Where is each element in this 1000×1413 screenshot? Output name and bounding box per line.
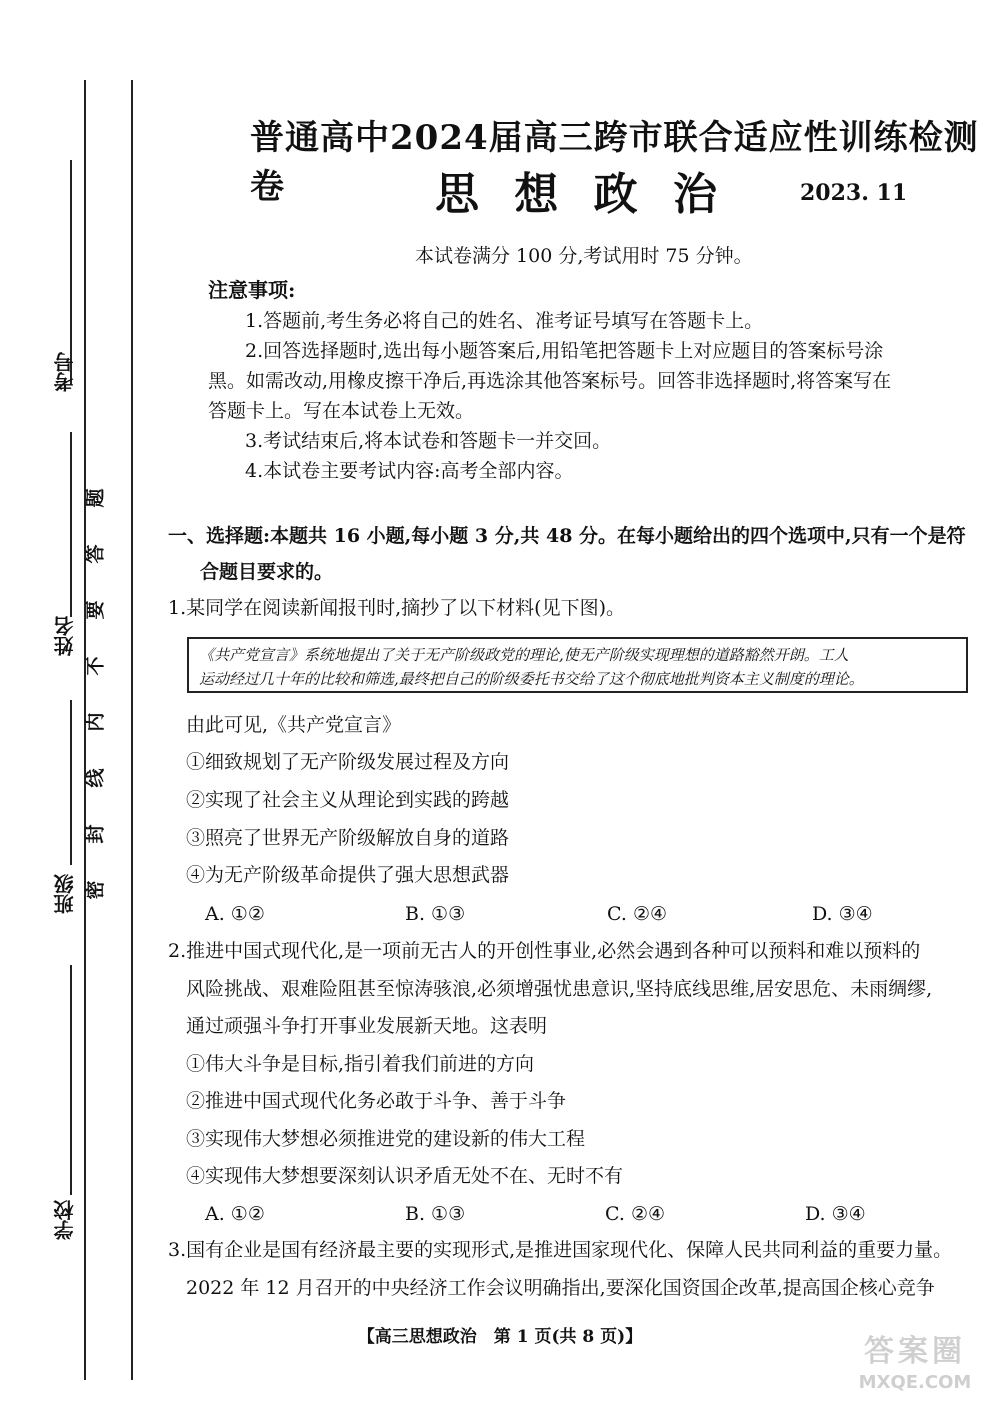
seal-char: 要 [84,600,107,620]
q2-item: ②推进中国式现代化务必敢于斗争、善于斗争 [186,1090,567,1112]
q2-stem-line: 风险挑战、艰难险阻甚至惊涛骇浪,必须增强忧患意识,坚持底线思维,居安思危、未雨绸缪, [186,978,933,1000]
q1-item: ②实现了社会主义从理论到实践的跨越 [186,789,510,811]
q1-option-b: B. ①③ [405,903,466,925]
exam-info: 本试卷满分 100 分,考试用时 75 分钟。 [415,245,753,267]
notice-line: 2.回答选择题时,选出每小题答案后,用铅笔把答题卡上对应题目的答案标号涂 [245,340,884,362]
xingming-underline [70,432,72,617]
q1-option-a: A. ①② [205,903,265,925]
notice-line: 黑。如需改动,用橡皮擦干净后,再选涂其他答案标号。回答非选择题时,将答案写在 [208,370,892,392]
xingming-label: 姓名 [53,616,77,656]
section-instruction: 一、选择题:本题共 16 小题,每小题 3 分,共 48 分。在每小题给出的四个选项中,只有一个是符 [168,525,966,547]
q1-lead: 由此可见,《共产党宣言》 [186,714,402,736]
banji-label: 班级 [53,874,77,914]
q1-option-c: C. ②④ [607,903,668,925]
q1-item: ①细致规划了无产阶级发展过程及方向 [186,751,510,773]
notice-line: 1.答题前,考生务必将自己的姓名、准考证号填写在答题卡上。 [245,310,764,332]
seal-char: 线 [84,768,107,788]
q2-option-c: C. ②④ [605,1203,666,1225]
q1-quote-line: 《共产党宣言》系统地提出了关于无产阶级政党的理论,使无产阶级实现理想的道路豁然开朗。工人 [199,646,849,664]
xuexiao-label: 学校 [53,1200,77,1240]
seal-char: 封 [84,824,107,844]
notice-line: 3.考试结束后,将本试卷和答题卡一并交回。 [245,430,612,452]
notice-heading: 注意事项: [208,278,296,302]
q3-stem-line: 2022 年 12 月召开的中央经济工作会议明确指出,要深化国资国企改革,提高国企核心竞争 [186,1277,935,1299]
section-instruction-cont: 合题目要求的。 [200,561,334,583]
seal-char: 密 [84,880,107,900]
q1-stem: 1.某同学在阅读新闻报刊时,摘抄了以下材料(见下图)。 [168,597,625,619]
q2-option-a: A. ①② [205,1203,265,1225]
seal-char: 题 [84,488,107,508]
seal-char: 不 [84,656,107,676]
notice-line: 答题卡上。写在本试卷上无效。 [208,400,475,422]
seal-notice-column [84,470,125,918]
q3-stem-line: 3.国有企业是国有经济最主要的实现形式,是推进国家现代化、保障人民共同利益的重要力量。 [168,1239,953,1261]
seal-char: 内 [84,712,107,732]
q1-option-d: D. ③④ [812,903,873,925]
q2-option-d: D. ③④ [805,1203,866,1225]
q2-stem-line: 2.推进中国式现代化,是一项前无古人的开创性事业,必然会遇到各种可以预料和难以预料的 [168,940,921,962]
q2-item: ④实现伟大梦想要深刻认识矛盾无处不在、无时不有 [186,1165,624,1187]
kaohao-label: 考号 [53,352,77,392]
xuexiao-underline [70,965,72,1195]
site-watermark [840,1333,990,1403]
q2-stem-line: 通过顽强斗争打开事业发展新天地。这表明 [186,1015,548,1037]
q1-quote-box [187,637,968,693]
q2-item: ③实现伟大梦想必须推进党的建设新的伟大工程 [186,1128,586,1150]
notice-line: 4.本试卷主要考试内容:高考全部内容。 [245,460,574,482]
page-footer: 【高三思想政治 第 1 页(共 8 页)】 [357,1327,643,1347]
q2-option-b: B. ①③ [405,1203,466,1225]
q1-item: ③照亮了世界无产阶级解放自身的道路 [186,827,510,849]
exam-title: 普通高中2024届高三跨市联合适应性训练检测卷 [250,118,979,207]
q1-item: ④为无产阶级革命提供了强大思想武器 [186,864,510,886]
watermark-url: MXQE.COM [858,1372,972,1393]
banji-underline [70,700,72,865]
q1-quote-line: 运动经过几十年的比较和筛选,最终把自己的阶级委托书交给了这个彻底地批判资本主义制度的理论。 [199,670,864,688]
watermark-text: 答案圈 [864,1334,966,1369]
exam-date: 2023. 11 [800,180,908,206]
seal-char: 答 [84,544,107,564]
subject-title: 思 想 政 治 [435,169,727,220]
q2-item: ①伟大斗争是目标,指引着我们前进的方向 [186,1053,535,1075]
